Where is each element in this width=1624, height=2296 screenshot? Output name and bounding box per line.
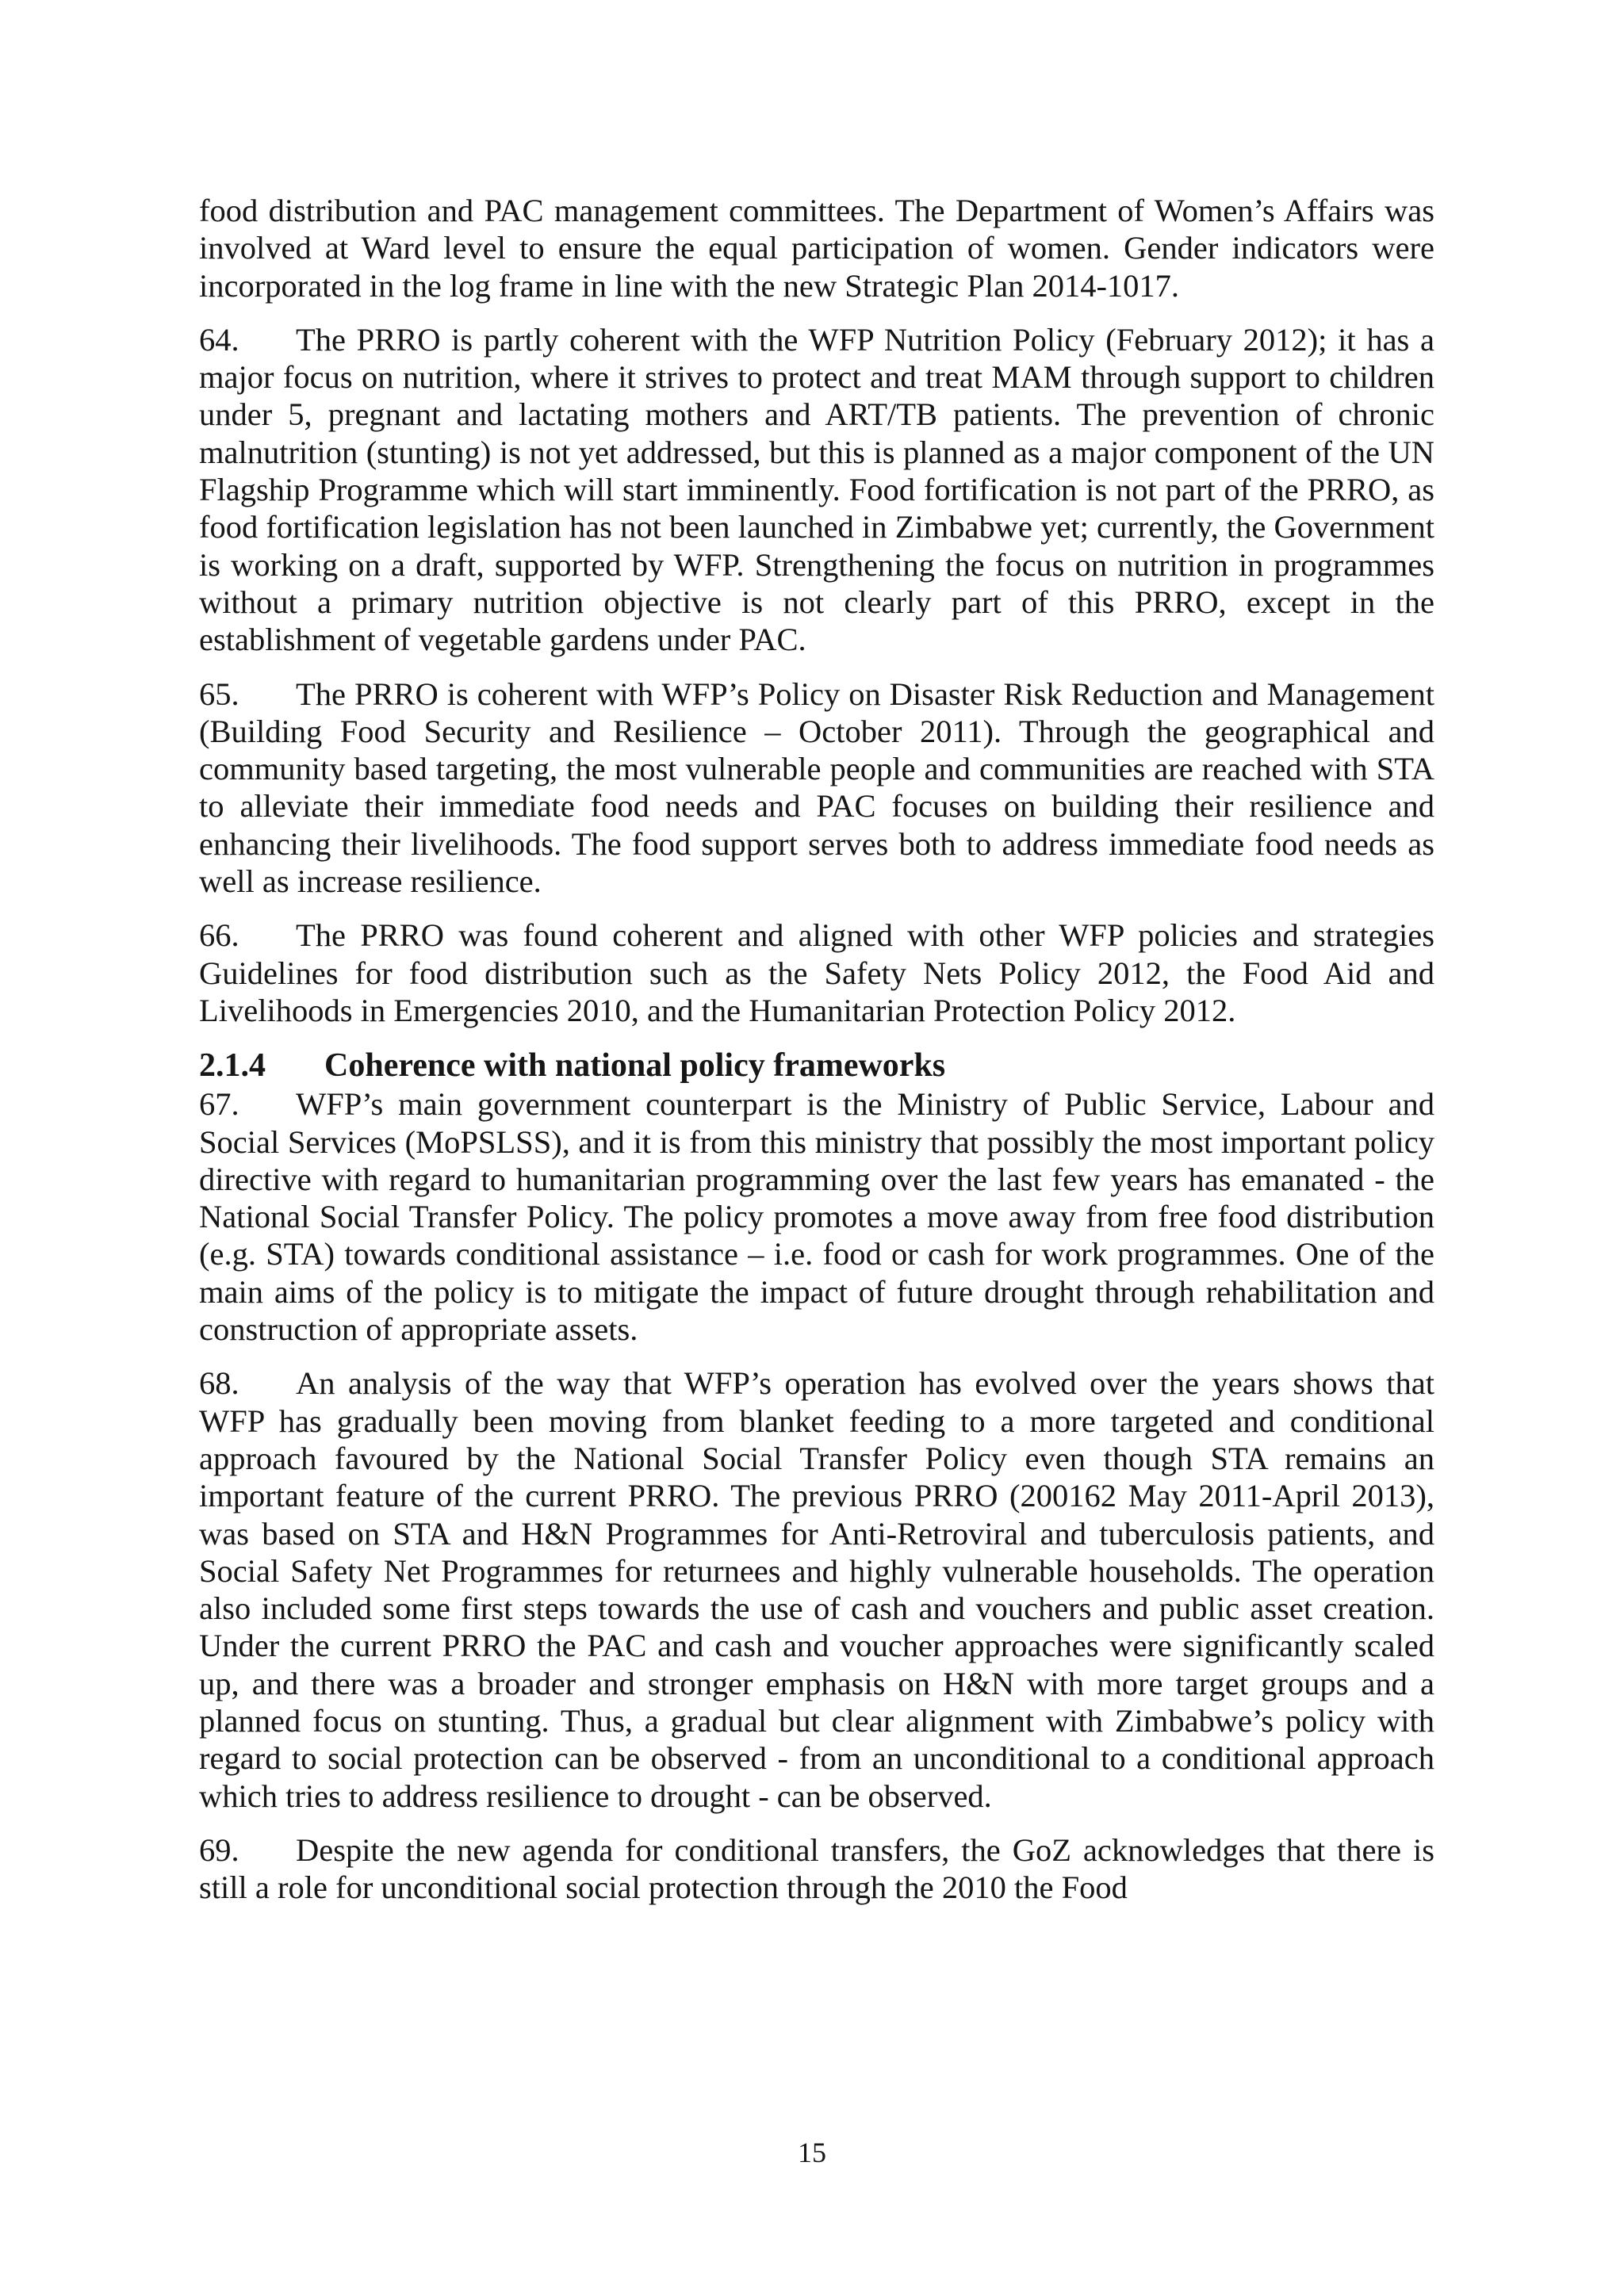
paragraph-number: 64. xyxy=(199,321,239,358)
paragraph-66 xyxy=(199,916,1434,1029)
paragraph-text: An analysis of the way that WFP’s operation has evolved over the years shows that WFP has gradually been moving from blanket feeding to a more targeted and conditional approach favoured by the National Social Transfer Policy even though STA remains an important feature of the current PRRO. The previous PRRO (200162 May 2011-April 2013), was based on STA and H&N Programmes for Anti-Retroviral and tuberculosis patients, and Social Safety Net Programmes for returnees and highly vulnerable households. The operation also included some first steps towards the use of cash and vouchers and public asset creation. Under the current PRRO the PAC and cash and voucher approaches were significantly scaled up, and there was a broader and stronger emphasis on H&N with more target groups and a planned focus on stunting. Thus, a gradual but clear alignment with Zimbabwe’s policy with regard to social protection can be observed - from an unconditional to a conditional approach which tries to address resilience to drought - can be observed. xyxy=(199,1365,1434,1814)
paragraph-text: The PRRO is coherent with WFP’s Policy on Disaster Risk Reduction and Management (Building Food Security and Resilience – October 2011). Through the geographical and community based targeting, the most vulnerable people and communities are reached with STA to alleviate their immediate food needs and PAC focuses on building their resilience and enhancing their livelihoods. The food support serves both to address immediate food needs as well as increase resilience. xyxy=(199,675,1434,900)
paragraph-number: 69. xyxy=(199,1831,239,1868)
paragraph-text: The PRRO is partly coherent with the WFP Nutrition Policy (February 2012); it has a major focus on nutrition, where it strives to protect and treat MAM through support to children under 5, pregnant and lactating mothers and ART/TB patients. The prevention of chronic malnutrition (stunting) is not yet addressed, but this is planned as a major component of the UN Flagship Programme which will start imminently. Food fortification is not part of the PRRO, as food fortification legislation has not been launched in Zimbabwe yet; currently, the Government is working on a draft, supported by WFP. Strengthening the focus on nutrition in programmes without a primary nutrition objective is not clearly part of this PRRO, except in the establishment of vegetable gardens under PAC. xyxy=(199,321,1434,658)
paragraph-67 xyxy=(199,1085,1434,1348)
paragraph-64 xyxy=(199,321,1434,659)
paragraph-text: food distribution and PAC management committees. The Department of Women’s Affairs was involved at Ward level to ensure the equal participation of women. Gender indicators were incorporated in the log frame in line with the new Strategic Plan 2014-1017. xyxy=(199,193,1434,304)
paragraph-69 xyxy=(199,1831,1434,1907)
paragraph-text: WFP’s main government counterpart is the Ministry of Public Service, Labour and Social Services (MoPSLSS), and it is from this ministry that possibly the most important policy directive with regard to humanitarian programming over the last few years has emanated - the National Social Transfer Policy. The policy promotes a move away from free food distribution (e.g. STA) towards conditional assistance – i.e. food or cash for work programmes. One of the main aims of the policy is to mitigate the impact of future drought through rehabilitation and construction of appropriate assets. xyxy=(199,1086,1434,1348)
paragraph-text: The PRRO was found coherent and aligned with other WFP policies and strategies Guidelines for food distribution such as the Safety Nets Policy 2012, the Food Aid and Livelihoods in Emergencies 2010, and the Humanitarian Protection Policy 2012. xyxy=(199,917,1434,1028)
section-number: 2.1.4 xyxy=(199,1047,266,1085)
paragraph-68 xyxy=(199,1364,1434,1815)
page-body xyxy=(199,192,1434,1923)
paragraph-text: Despite the new agenda for conditional transfers, the GoZ acknowledges that there is still a role for unconditional social protection through the 2010 the Food xyxy=(199,1831,1434,1906)
paragraph-number: 65. xyxy=(199,675,239,712)
paragraph-number: 67. xyxy=(199,1086,239,1123)
paragraph-continued xyxy=(199,192,1434,304)
section-heading xyxy=(199,1046,1434,1085)
paragraph-65 xyxy=(199,675,1434,901)
paragraph-number: 68. xyxy=(199,1365,239,1402)
section-title: Coherence with national policy frameworks xyxy=(324,1047,946,1085)
paragraph-number: 66. xyxy=(199,917,239,954)
page-number: 15 xyxy=(798,2137,826,2168)
